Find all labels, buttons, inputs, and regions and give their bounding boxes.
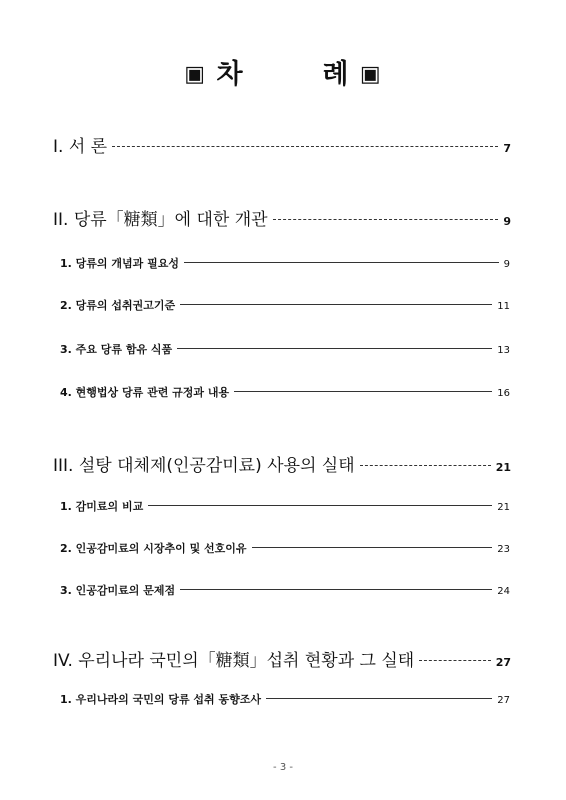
toc-entry-chapter-1[interactable] — [53, 132, 511, 157]
toc-entry-label: 4. 현행법상 당류 관련 규정과 내용 — [60, 386, 230, 399]
toc-entry-label: 3. 인공감미료의 문제점 — [60, 584, 176, 597]
toc-entry-section-3-3[interactable] — [60, 582, 510, 598]
toc-entry-page: 27 — [495, 656, 511, 669]
dot-leader — [419, 659, 490, 661]
square-bullet-icon: ▣ — [184, 62, 207, 87]
toc-entry-section-2-1[interactable] — [60, 255, 510, 271]
dot-leader — [184, 261, 499, 263]
toc-entry-chapter-2[interactable] — [53, 205, 511, 230]
toc-entry-label: 1. 우리나라의 국민의 당류 섭취 동향조사 — [60, 693, 261, 706]
toc-entry-label: 1. 감미료의 비교 — [60, 500, 144, 513]
toc-entry-label: II. 당류「糖類」에 대한 개관 — [53, 210, 268, 230]
toc-entry-page: 11 — [497, 301, 510, 312]
page-title — [0, 52, 566, 91]
toc-entry-page: 24 — [497, 586, 510, 597]
toc-entry-page: 21 — [495, 461, 511, 474]
dot-leader — [112, 145, 498, 147]
toc-entry-page: 23 — [497, 544, 510, 555]
toc-entry-section-2-2[interactable] — [60, 297, 510, 313]
dot-leader — [266, 697, 492, 699]
dot-leader — [180, 588, 492, 590]
toc-entry-label: III. 설탕 대체제(인공감미료) 사용의 실태 — [53, 456, 355, 476]
toc-entry-label: IV. 우리나라 국민의「糖類」섭취 현황과 그 실태 — [53, 651, 415, 671]
toc-entry-page: 9 — [503, 259, 510, 270]
toc-entry-section-3-2[interactable] — [60, 540, 510, 556]
toc-entry-label: 2. 당류의 섭취권고기준 — [60, 299, 176, 312]
dot-leader — [360, 464, 491, 466]
toc-entry-label: 1. 당류의 개념과 필요성 — [60, 257, 179, 270]
title-left: 차 — [216, 59, 244, 90]
dot-leader — [234, 390, 492, 392]
toc-entry-section-2-3[interactable] — [60, 341, 510, 357]
toc-entry-chapter-3[interactable] — [53, 451, 511, 476]
toc-entry-page: 27 — [497, 695, 510, 706]
dot-leader — [252, 546, 493, 548]
toc-entry-section-2-4[interactable] — [60, 384, 510, 400]
toc-entry-label: 2. 인공감미료의 시장추이 및 선호이유 — [60, 542, 247, 555]
dot-leader — [273, 218, 499, 220]
page-number: - 3 - — [273, 762, 293, 773]
dot-leader — [148, 504, 492, 506]
toc-entry-label: 3. 주요 당류 함유 식품 — [60, 343, 173, 356]
toc-entry-page: 13 — [497, 345, 510, 356]
toc-entry-section-3-1[interactable] — [60, 498, 510, 514]
title-right: 례 — [322, 59, 350, 90]
toc-entry-page: 9 — [503, 215, 511, 228]
toc-entry-page: 21 — [497, 502, 510, 513]
dot-leader — [177, 347, 492, 349]
toc-entry-label: I. 서 론 — [53, 137, 108, 157]
toc-entry-page: 7 — [503, 142, 511, 155]
toc-entry-section-4-1[interactable] — [60, 691, 510, 707]
dot-leader — [180, 303, 492, 305]
square-bullet-icon: ▣ — [359, 62, 382, 87]
toc-entry-page: 16 — [497, 388, 510, 399]
toc-entry-chapter-4[interactable] — [53, 646, 511, 671]
